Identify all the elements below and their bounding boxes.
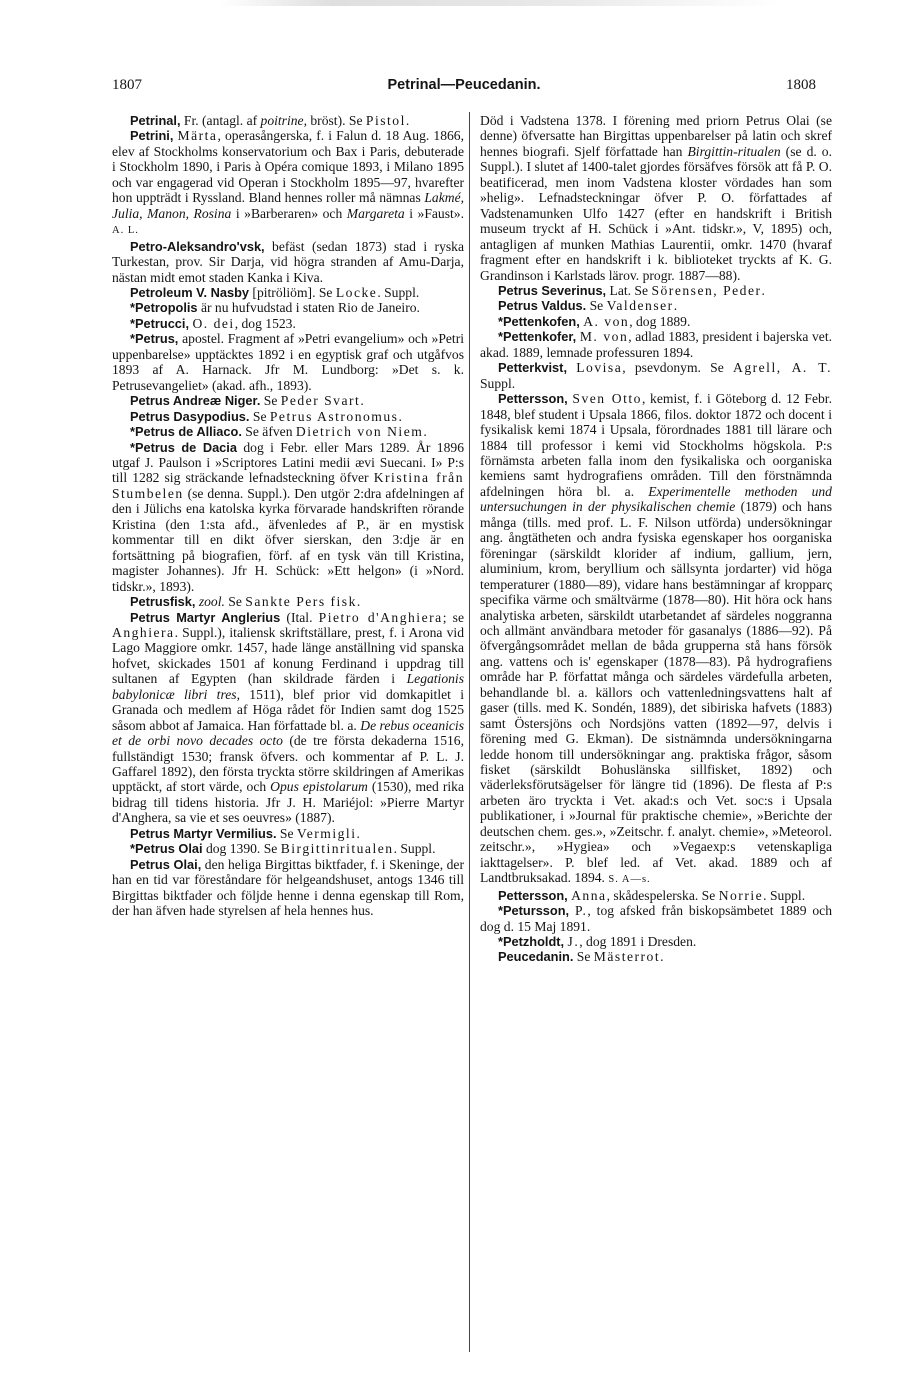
dictionary-entry: Petrusfisk, zool. Se Sankte Pers fisk. — [130, 594, 361, 610]
dictionary-entry: Petrus Andreæ Niger. Se Peder Svart. — [130, 393, 364, 409]
dictionary-entry: *Pettenkofen, A. von, dog 1889. — [498, 313, 691, 329]
dictionary-entry: *Petrucci, O. dei, dog 1523. — [130, 315, 296, 331]
dictionary-entry: *Petrus de Alliaco. Se äfven Dietrich von Niem. — [130, 424, 427, 440]
dictionary-entry: *Pettenkofer, M. von, adlad 1883, president i bajerska vet. akad. 1889, lemnade professuren 1894. — [480, 329, 832, 360]
dictionary-entry: Pettersson, Sven Otto, kemist, f. i Göteborg d. 12 Febr. 1848, blef student i Upsala 1866, filos. doktor 1872 och docent i fysikalisk kemi 1874 i Upsala, förordnades 1881 till lärare och 1884 till professor i kemi vid Stockholms högskola. P:s förnämsta arbeten falla inom den fysikaliska och oorganiska kemiens samt hydrografiens områden. Till den förstnämnda afdelningen höra bl. a. Experimentelle methoden und untersuchungen in der physikalischen chemie (1879) och hans många (tills. med prof. L. F. Nilson utförda) undersökningar ang. ångtätheten och andra fysiska egenskaper hos oorganiska föreningar (särskildt klorider af indium, gallium, jern, aluminium, krom, beryllium och sällsynta jordarter) vid höga temperaturer (1880—89), vidare hans bestämningar af kropparς specifika värme och smältvärme (1878—80). Hit höra ock hans analytiska arbeten, särskildt utarbetandet af särdeles noggranna och allmänt användbara metoder för gasanalys (1886—92). På öfvergångsområdet mellan de båda grupperna stå hans försök ang. vattens och is' egenskaper (1878—83). På hydrografiens område har P. författat många och särdeles värdefulla arbeten, behandlande bl. a. källors och vattenledningsvattens halt af gaser (tills. med K. Sondén, 1889), det sibiriska hafvets (1883) samt Östersjöns och Nordsjöns vatten (1892—97, delvis i förening med G. Ekman). De sistnämnda undersökningarna ledde honom till undersökningar ang. praktiska frågor, såsom fisket (särskildt Bohuslänska sillfisket, 1892) och väderleksförutsägelser för längre tid (1896). De flesta af P:s arbeten äro tryckta i Vet. akad:s och Vet. soc:s i Upsala publikationer, i »Journal für praktische chemie», »Berichte der deutschen chem. ges.», »Zeitschr. f. analyt. chemie», »Meteorol. zeitschr.», »Hygiea» och »Vegaexp:s vetenskapliga iakttagelser». P. blef led. af Vet. akad. 1889 och af Landtbruksakad. 1894. S. A—s. — [480, 391, 832, 886]
column-divider — [469, 112, 470, 1352]
dictionary-entry: *Petropolis är nu hufvudstad i staten Rio de Janeiro. — [130, 300, 420, 316]
dictionary-entry: Petro-Aleksandro'vsk, befäst (sedan 1873) stad i ryska Turkestan, prov. Sir Darja, vid högra stranden af Amu-Darja, nästan midt emot staden Kanka i Kiva. — [112, 238, 464, 285]
dictionary-entry: *Petrus, apostel. Fragment af »Petri evangelium» och »Petri uppenbarelse» upptäcktes 1892 i en egyptisk graf och utgåfvos 1893 af A. Harnack. Jfr M. Lundborg: »Det s. k. Petrusevangeliet» (akad. afh., 1893). — [112, 331, 464, 393]
dictionary-entry: Peucedanin. Se Mästerrot. — [498, 949, 664, 965]
right-column — [480, 113, 832, 965]
dictionary-entry: Död i Vadstena 1378. I förening med priorn Petrus Olai (se denne) öfversatte han Birgittas uppenbarelser på latin och skref hennes biografi. Sjelf författade han Birgittin-ritualen (se d. o. Suppl.). I slutet af 1400-talet gjordes försäfves försök att få P. O. beatificerad, men inom Vadstena kloster vördades han som »helig». Lefnadsteckningar öfver P. O. författades af Vadstenamunken Ulfo 1427 (efter en handskrift i British museum tryckt af H. Schück i »Ant. tidskr.», V, 1895) och, antagligen af munken Mathias Laurentii, omkr. 1470 (hvaraf fragment efter en handskrift i k. biblioteket tryckts af K. G. Grandinson i Karlstads lärov. progr. 1887—88). — [480, 113, 832, 283]
running-header — [112, 77, 816, 97]
dictionary-entry: Petroleum V. Nasby [pitröliöm]. Se Locke. Suppl. — [130, 284, 420, 300]
dictionary-entry: *Petzholdt, J., dog 1891 i Dresden. — [498, 934, 697, 950]
dictionary-entry: *Petrus Olai dog 1390. Se Birgittinritualen. Suppl. — [130, 841, 436, 857]
left-column — [112, 113, 464, 919]
dictionary-entry: *Petrus de Dacia dog i Febr. eller Mars 1289. År 1896 utgaf J. Paulson i »Scriptores Latini medii ævi Suecani. I» P:s till 1282 sig sträckande lefnadsteckning öfver Kristina från Stumbelen (se denna. Suppl.). Den utgör 2:dra afdelningen af den i Jülichs ena katolska kyrka förvarade handskriften rörande Kristina (den 1:sta afd., äfvenledes af P., är en mystisk kommentar till en dikt öfver sierskan, den 3:dje är en fortsättning på biografien, förf. af en tysk vän till Kristina, magister Johannes). Jfr H. Schück: »Ett helgon» (i »Nord. tidskr.», 1893). — [112, 439, 464, 594]
dictionary-entry: Petterkvist, Lovisa, psevdonym. Se Agrell, A. T. Suppl. — [480, 360, 832, 391]
page-number-left: 1807 — [112, 77, 142, 93]
dictionary-entry: *Petursson, P., tog afsked från biskopsämbetet 1889 och dog d. 15 Maj 1891. — [480, 903, 832, 934]
dictionary-entry: Petrini, Märta, operasångerska, f. i Falun d. 18 Aug. 1866, elev af Stockholms konservatorium och Bax i Paris, debuterade i Stockholm 1890, i Paris à Opéra comique 1893, i Milano 1895 och var engagerad vid Operan i Stockholm 1895—97, hvarefter hon uppträdt i Ryssland. Bland hennes roller må nämnas Lakmé, Julia, Manon, Rosina i »Barberaren» och Margareta i »Faust». A. L. — [112, 128, 464, 237]
dictionary-entry: Petrus Martyr Anglerius (Ital. Pietro d'Anghiera; se Anghiera. Suppl.), italiensk skriftställare, prest, f. i Arona vid Lago Maggiore omkr. 1457, hade länge anställning vid spanska hofvet, skickades 1501 af konung Ferdinand i uppdrag till sultanen af Egypten (han skildrade färden i Legationis babylonicæ libri tres, 1511), blef prior vid domkapitlet i Granada och medlem af Höga rådet för Indien samt dog 1525 såsom abbot af Jamaica. Han författade bl. a. De rebus oceanicis et de orbi novo decades octo (de tre första dekaderna 1516, fullständigt 1530; fransk öfvers. och kommentar af P. L. J. Gaffarel 1892), den första tryckta större skildringen af Amerikas upptäckt, af stort värde, och Opus epistolarum (1530), med rika bidrag till tidens historia. Jfr J. H. Mariéjol: »Pierre Martyr d'Anghera, sa vie et ses oeuvres» (1887). — [112, 609, 465, 826]
dictionary-entry: Petrus Martyr Vermilius. Se Vermigli. — [130, 825, 360, 841]
running-head-title: Petrinal—Peucedanin. — [387, 77, 541, 93]
scan-artifact — [220, 0, 780, 6]
dictionary-entry: Petrus Valdus. Se Valdenser. — [498, 298, 678, 314]
dictionary-entry: Petrus Dasypodius. Se Petrus Astronomus. — [130, 408, 402, 424]
dictionary-entry: Petrus Severinus, Lat. Se Sörensen, Peder. — [498, 282, 765, 298]
dictionary-entry: Petrinal, Fr. (antagl. af poitrine, bröst). Se Pistol. — [130, 113, 410, 128]
dictionary-entry: Pettersson, Anna, skådespelerska. Se Norrie. Suppl. — [498, 887, 806, 903]
dictionary-entry: Petrus Olai, den heliga Birgittas biktfader, f. i Skeninge, der han en tid var föreståndare för helgeandshuset, antogs 1346 till Birgittas biktfader och följde henne i denna egenskap till Rom, der han äfven hade styrelsen af hela hennes hus. — [112, 856, 464, 919]
page-number-right: 1808 — [786, 77, 816, 93]
